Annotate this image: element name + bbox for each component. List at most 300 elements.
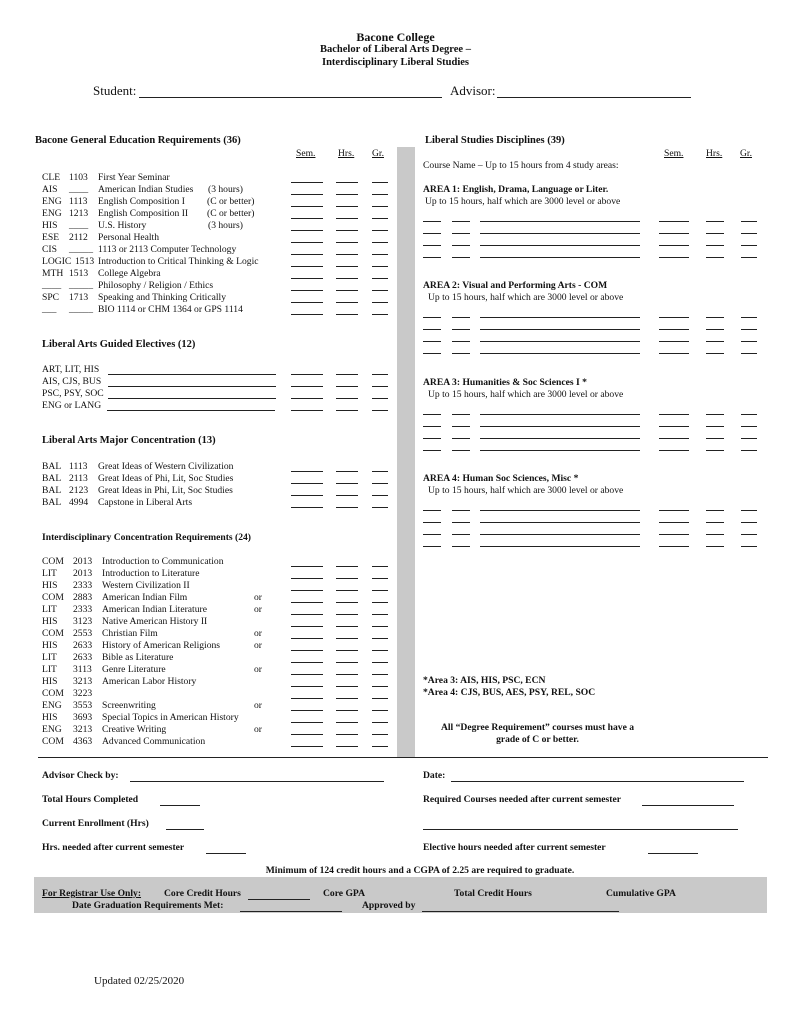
hrs-field[interactable] xyxy=(706,343,724,354)
total-hours-field[interactable] xyxy=(160,794,200,806)
date-met-field[interactable] xyxy=(240,900,342,912)
grade-field[interactable] xyxy=(372,640,388,651)
grade-field[interactable] xyxy=(741,428,757,439)
sem-field[interactable] xyxy=(659,247,689,258)
sem-field[interactable] xyxy=(659,404,689,415)
course-name: College Algebra xyxy=(98,268,161,279)
hrs-field[interactable] xyxy=(336,292,358,303)
course-number: 2013 xyxy=(73,568,93,579)
course-number: _____ xyxy=(69,244,93,255)
sem-field[interactable] xyxy=(291,388,323,399)
number-field[interactable] xyxy=(452,416,470,427)
hrs-field[interactable] xyxy=(336,376,358,387)
course-number: ____ xyxy=(69,184,89,195)
grade-field[interactable] xyxy=(741,223,757,234)
number-field[interactable] xyxy=(452,512,470,523)
grade-field[interactable] xyxy=(741,440,757,451)
grade-field[interactable] xyxy=(372,376,388,387)
course-name: Introduction to Communication xyxy=(102,556,224,567)
course-row xyxy=(0,628,791,640)
number-field[interactable] xyxy=(452,331,470,342)
course-dept: LOGIC xyxy=(42,256,72,267)
hrs-field[interactable] xyxy=(706,235,724,246)
sem-field[interactable] xyxy=(659,343,689,354)
dept-field[interactable] xyxy=(423,536,441,547)
course-name: Great Ideas in Phi, Lit, Soc Studies xyxy=(98,485,233,496)
current-enrollment-label: Current Enrollment (Hrs) xyxy=(42,818,149,829)
dept-field[interactable] xyxy=(423,404,441,415)
grade-field[interactable] xyxy=(372,364,388,375)
course-dept: SPC xyxy=(42,292,60,303)
grade-field[interactable] xyxy=(372,568,388,579)
hrs-field[interactable] xyxy=(706,404,724,415)
course-number: _____ xyxy=(69,304,93,315)
number-field[interactable] xyxy=(452,343,470,354)
sem-field[interactable] xyxy=(659,428,689,439)
course-dept: ____ xyxy=(42,280,62,291)
total-hours-label: Total Hours Completed xyxy=(42,794,139,805)
or-label: or xyxy=(254,592,262,603)
sem-field[interactable] xyxy=(659,416,689,427)
hrs-field[interactable] xyxy=(706,211,724,222)
course-dept: AIS xyxy=(42,184,58,195)
left-sem-header: Sem. xyxy=(296,148,316,159)
course-row xyxy=(0,223,791,235)
course-number: 3223 xyxy=(73,688,93,699)
dept-field[interactable] xyxy=(423,343,441,354)
hrs-field[interactable] xyxy=(336,184,358,195)
course-dept: ENG xyxy=(42,724,62,735)
sem-field[interactable] xyxy=(291,280,323,291)
course-name-field[interactable] xyxy=(480,440,640,451)
grade-field[interactable] xyxy=(372,556,388,567)
grade-field[interactable] xyxy=(372,592,388,603)
elective-category: PSC, PSY, SOC xyxy=(42,388,104,399)
course-dept: MTH xyxy=(42,268,64,279)
number-field[interactable] xyxy=(452,404,470,415)
student-label: Student: xyxy=(93,83,137,98)
hrs-field[interactable] xyxy=(336,640,358,651)
sem-field[interactable] xyxy=(291,473,323,484)
hrs-field[interactable] xyxy=(336,724,358,735)
course-row xyxy=(0,688,791,700)
hrs-field[interactable] xyxy=(336,712,358,723)
grade-field[interactable] xyxy=(741,416,757,427)
sem-field[interactable] xyxy=(291,364,323,375)
hrs-field[interactable] xyxy=(336,736,358,747)
number-field[interactable] xyxy=(452,211,470,222)
course-name-field[interactable] xyxy=(480,319,640,330)
course-number: 2553 xyxy=(73,628,93,639)
right-sem-header: Sem. xyxy=(664,148,684,159)
number-field[interactable] xyxy=(452,428,470,439)
required-after-label: Required Courses needed after current semester xyxy=(423,794,621,805)
grade-field[interactable] xyxy=(741,512,757,523)
course-dept: HIS xyxy=(42,712,58,723)
sem-field[interactable] xyxy=(291,172,323,183)
grade-field[interactable] xyxy=(372,736,388,747)
course-name-note: Course Name – Up to 15 hours from 4 study areas: xyxy=(423,160,619,171)
hrs-field[interactable] xyxy=(706,319,724,330)
course-number: 1513 xyxy=(75,256,95,267)
course-name: Christian Film xyxy=(102,628,158,639)
core-credit-field[interactable] xyxy=(248,888,310,900)
grade-field[interactable] xyxy=(372,461,388,472)
course-name: Great Ideas of Phi, Lit, Soc Studies xyxy=(98,473,234,484)
grade-field[interactable] xyxy=(372,724,388,735)
course-row xyxy=(0,736,791,748)
gen-ed-title: Bacone General Education Requirements (36) xyxy=(35,135,241,146)
course-dept: ENG xyxy=(42,208,62,219)
dept-field[interactable] xyxy=(423,223,441,234)
course-number: 3213 xyxy=(73,676,93,687)
cumulative-gpa-label: Cumulative GPA xyxy=(606,888,676,899)
sem-field[interactable] xyxy=(291,376,323,387)
advisor-check-field[interactable] xyxy=(130,770,384,782)
sem-field[interactable] xyxy=(291,616,323,627)
date-met-label: Date Graduation Requirements Met: xyxy=(72,900,224,911)
course-name-field[interactable] xyxy=(480,223,640,234)
grade-field[interactable] xyxy=(372,616,388,627)
course-number: 2013 xyxy=(73,556,93,567)
course-row xyxy=(0,536,791,548)
hrs-field[interactable] xyxy=(706,536,724,547)
grade-field[interactable] xyxy=(741,524,757,535)
dept-field[interactable] xyxy=(423,319,441,330)
hrs-field[interactable] xyxy=(336,676,358,687)
course-name-field[interactable] xyxy=(480,404,640,415)
grade-field[interactable] xyxy=(372,292,388,303)
sem-field[interactable] xyxy=(291,628,323,639)
dept-field[interactable] xyxy=(423,512,441,523)
grade-field[interactable] xyxy=(372,700,388,711)
hrs-field[interactable] xyxy=(336,604,358,615)
course-name-field[interactable] xyxy=(480,343,640,354)
grade-field[interactable] xyxy=(372,485,388,496)
college-title: Bacone College xyxy=(356,30,435,44)
course-note: (C or better) xyxy=(207,208,255,219)
course-row xyxy=(0,512,791,524)
sem-field[interactable] xyxy=(291,688,323,699)
course-name: Native American History II xyxy=(102,616,208,627)
grade-field[interactable] xyxy=(741,404,757,415)
sem-field[interactable] xyxy=(291,268,323,279)
dept-field[interactable] xyxy=(423,331,441,342)
course-dept: BAL xyxy=(42,497,62,508)
area-title: AREA 2: Visual and Performing Arts - COM xyxy=(423,280,608,291)
approved-by-label: Approved by xyxy=(362,900,416,911)
dept-field[interactable] xyxy=(423,247,441,258)
advisor-field[interactable] xyxy=(497,84,691,98)
sem-field[interactable] xyxy=(291,196,323,207)
sem-field[interactable] xyxy=(291,676,323,687)
area-title: AREA 4: Human Soc Sciences, Misc * xyxy=(423,473,579,484)
student-field[interactable] xyxy=(139,84,442,98)
degree-req-note-2: grade of C or better. xyxy=(496,734,579,745)
sem-field[interactable] xyxy=(291,556,323,567)
dept-field[interactable] xyxy=(423,235,441,246)
dept-field[interactable] xyxy=(423,440,441,451)
course-name-field[interactable] xyxy=(480,500,640,511)
dept-field[interactable] xyxy=(423,416,441,427)
course-name: Genre Literature xyxy=(102,664,166,675)
guided-title: Liberal Arts Guided Electives (12) xyxy=(42,339,196,350)
grade-field[interactable] xyxy=(372,604,388,615)
grade-field[interactable] xyxy=(372,184,388,195)
course-name: Capstone in Liberal Arts xyxy=(98,497,193,508)
current-enrollment-field[interactable] xyxy=(166,818,204,830)
hrs-field[interactable] xyxy=(336,473,358,484)
grade-field[interactable] xyxy=(741,307,757,318)
course-name-field[interactable] xyxy=(480,211,640,222)
hrs-field[interactable] xyxy=(706,247,724,258)
course-name: Special Topics in American History xyxy=(102,712,239,723)
sem-field[interactable] xyxy=(291,568,323,579)
course-name: American Indian Studies xyxy=(98,184,194,195)
course-row xyxy=(0,376,791,388)
blank-line-field[interactable] xyxy=(423,818,738,830)
hrs-field[interactable] xyxy=(336,364,358,375)
dept-field[interactable] xyxy=(423,307,441,318)
grade-field[interactable] xyxy=(741,247,757,258)
number-field[interactable] xyxy=(452,235,470,246)
sem-field[interactable] xyxy=(659,500,689,511)
course-row xyxy=(0,664,791,676)
grade-field[interactable] xyxy=(372,676,388,687)
hrs-field[interactable] xyxy=(336,485,358,496)
hrs-field[interactable] xyxy=(336,628,358,639)
sem-field[interactable] xyxy=(291,664,323,675)
sem-field[interactable] xyxy=(659,512,689,523)
hrs-field[interactable] xyxy=(706,500,724,511)
course-row xyxy=(0,268,791,280)
grade-field[interactable] xyxy=(741,319,757,330)
elective-course-field[interactable] xyxy=(108,388,276,399)
course-name: Speaking and Thinking Critically xyxy=(98,292,226,303)
elective-course-field[interactable] xyxy=(108,364,276,375)
course-name-field[interactable] xyxy=(480,307,640,318)
or-label: or xyxy=(254,724,262,735)
sem-field[interactable] xyxy=(291,604,323,615)
course-dept: HIS xyxy=(42,580,58,591)
course-name-field[interactable] xyxy=(480,235,640,246)
sem-field[interactable] xyxy=(659,524,689,535)
grade-field[interactable] xyxy=(372,473,388,484)
elective-needed-label: Elective hours needed after current semester xyxy=(423,842,606,853)
hrs-field[interactable] xyxy=(336,196,358,207)
course-number: 2123 xyxy=(69,485,89,496)
dept-field[interactable] xyxy=(423,428,441,439)
approved-by-field[interactable] xyxy=(422,900,619,912)
number-field[interactable] xyxy=(452,524,470,535)
hrs-field[interactable] xyxy=(706,307,724,318)
grade-field[interactable] xyxy=(741,211,757,222)
sem-field[interactable] xyxy=(291,652,323,663)
course-dept: HIS xyxy=(42,640,58,651)
dept-field[interactable] xyxy=(423,500,441,511)
grade-field[interactable] xyxy=(372,280,388,291)
right-gr-header: Gr. xyxy=(740,148,752,159)
grade-field[interactable] xyxy=(741,235,757,246)
course-row xyxy=(0,343,791,355)
course-number: ____ xyxy=(69,220,89,231)
registrar-label: For Registrar Use Only: xyxy=(42,888,142,899)
program-title: Interdisciplinary Liberal Studies xyxy=(321,57,469,68)
grade-field[interactable] xyxy=(372,268,388,279)
dept-field[interactable] xyxy=(423,524,441,535)
hrs-field[interactable] xyxy=(336,664,358,675)
course-name-field[interactable] xyxy=(480,524,640,535)
hrs-field[interactable] xyxy=(336,280,358,291)
course-dept: ENG xyxy=(42,700,62,711)
course-note: (3 hours) xyxy=(208,220,243,231)
advisor-check-label: Advisor Check by: xyxy=(42,770,119,781)
course-name: Western Civilization II xyxy=(102,580,190,591)
course-name-field[interactable] xyxy=(480,428,640,439)
hrs-field[interactable] xyxy=(336,388,358,399)
sem-field[interactable] xyxy=(659,536,689,547)
course-name: English Composition II xyxy=(98,208,189,219)
area-note: Up to 15 hours, half which are 3000 level or above xyxy=(425,196,621,207)
hrs-field[interactable] xyxy=(706,512,724,523)
number-field[interactable] xyxy=(452,319,470,330)
number-field[interactable] xyxy=(452,247,470,258)
course-dept: HIS xyxy=(42,676,58,687)
hrs-field[interactable] xyxy=(336,268,358,279)
sem-field[interactable] xyxy=(659,235,689,246)
course-number: 2112 xyxy=(69,232,88,243)
grade-field[interactable] xyxy=(372,388,388,399)
course-number: 1103 xyxy=(69,172,88,183)
number-field[interactable] xyxy=(452,500,470,511)
or-label: or xyxy=(254,604,262,615)
course-row xyxy=(0,235,791,247)
grade-field[interactable] xyxy=(372,172,388,183)
sem-field[interactable] xyxy=(291,712,323,723)
course-name: Creative Writing xyxy=(102,724,167,735)
hrs-field[interactable] xyxy=(706,428,724,439)
sem-field[interactable] xyxy=(291,724,323,735)
hrs-field[interactable] xyxy=(336,700,358,711)
sem-field[interactable] xyxy=(291,736,323,747)
hrs-field[interactable] xyxy=(336,688,358,699)
number-field[interactable] xyxy=(452,307,470,318)
interdisc-title: Interdisciplinary Concentration Requirements (24) xyxy=(42,532,252,543)
grade-field[interactable] xyxy=(372,196,388,207)
sem-field[interactable] xyxy=(291,292,323,303)
sem-field[interactable] xyxy=(291,640,323,651)
hrs-field[interactable] xyxy=(336,652,358,663)
sem-field[interactable] xyxy=(291,485,323,496)
sem-field[interactable] xyxy=(659,211,689,222)
course-name: Bible as Literature xyxy=(102,652,174,663)
grade-field[interactable] xyxy=(372,580,388,591)
course-name: Advanced Communication xyxy=(102,736,206,747)
hrs-field[interactable] xyxy=(336,172,358,183)
sem-field[interactable] xyxy=(659,440,689,451)
grade-field[interactable] xyxy=(741,500,757,511)
course-row xyxy=(0,592,791,604)
course-row xyxy=(0,440,791,452)
course-name: First Year Seminar xyxy=(98,172,170,183)
course-row xyxy=(0,568,791,580)
course-name: Introduction to Literature xyxy=(102,568,200,579)
grade-field[interactable] xyxy=(741,536,757,547)
grade-field[interactable] xyxy=(372,628,388,639)
course-name-field[interactable] xyxy=(480,512,640,523)
grade-field[interactable] xyxy=(372,664,388,675)
course-number: 3553 xyxy=(73,700,93,711)
sem-field[interactable] xyxy=(659,319,689,330)
course-name-field[interactable] xyxy=(480,536,640,547)
degree-title: Bachelor of Liberal Arts Degree – xyxy=(320,44,471,55)
hrs-field[interactable] xyxy=(336,580,358,591)
course-name: 1113 or 2113 Computer Technology xyxy=(98,244,237,255)
course-name-field[interactable] xyxy=(480,247,640,258)
course-name: BIO 1114 or CHM 1364 or GPS 1114 xyxy=(98,304,243,315)
sem-field[interactable] xyxy=(659,307,689,318)
elective-needed-field[interactable] xyxy=(648,842,698,854)
area-note: Up to 15 hours, half which are 3000 level or above xyxy=(428,389,624,400)
course-row xyxy=(0,724,791,736)
course-number: 2333 xyxy=(73,604,93,615)
degree-req-note-1: All “Degree Requirement” courses must have a xyxy=(440,722,635,733)
course-row xyxy=(0,461,791,473)
hrs-needed-field[interactable] xyxy=(206,842,246,854)
number-field[interactable] xyxy=(452,440,470,451)
hrs-field[interactable] xyxy=(706,331,724,342)
course-dept: COM xyxy=(42,556,64,567)
course-name-field[interactable] xyxy=(480,416,640,427)
sem-field[interactable] xyxy=(291,184,323,195)
sem-field[interactable] xyxy=(291,592,323,603)
hrs-field[interactable] xyxy=(706,223,724,234)
grade-field[interactable] xyxy=(741,331,757,342)
number-field[interactable] xyxy=(452,536,470,547)
sem-field[interactable] xyxy=(659,331,689,342)
sem-field[interactable] xyxy=(291,700,323,711)
hrs-field[interactable] xyxy=(706,416,724,427)
course-row xyxy=(0,473,791,485)
sem-field[interactable] xyxy=(291,580,323,591)
hrs-field[interactable] xyxy=(336,616,358,627)
footnote-area3: *Area 3: AIS, HIS, PSC, ECN xyxy=(423,675,546,686)
course-row xyxy=(0,652,791,664)
grade-field[interactable] xyxy=(372,688,388,699)
elective-course-field[interactable] xyxy=(108,376,276,387)
hrs-field[interactable] xyxy=(706,440,724,451)
hrs-field[interactable] xyxy=(706,524,724,535)
area-title: AREA 1: English, Drama, Language or Liter. xyxy=(423,184,609,195)
grade-field[interactable] xyxy=(741,343,757,354)
hrs-field[interactable] xyxy=(336,592,358,603)
sem-field[interactable] xyxy=(659,223,689,234)
dept-field[interactable] xyxy=(423,211,441,222)
minimum-requirement: Minimum of 124 credit hours and a CGPA of 2.25 are required to graduate. xyxy=(265,865,575,876)
hrs-field[interactable] xyxy=(336,568,358,579)
required-after-field[interactable] xyxy=(642,794,734,806)
course-name-field[interactable] xyxy=(480,331,640,342)
grade-field[interactable] xyxy=(372,712,388,723)
number-field[interactable] xyxy=(452,223,470,234)
date-field[interactable] xyxy=(451,770,744,782)
grade-field[interactable] xyxy=(372,652,388,663)
hrs-field[interactable] xyxy=(336,461,358,472)
course-number: 2113 xyxy=(69,473,88,484)
hrs-field[interactable] xyxy=(336,556,358,567)
sem-field[interactable] xyxy=(291,461,323,472)
date-label: Date: xyxy=(423,770,446,781)
